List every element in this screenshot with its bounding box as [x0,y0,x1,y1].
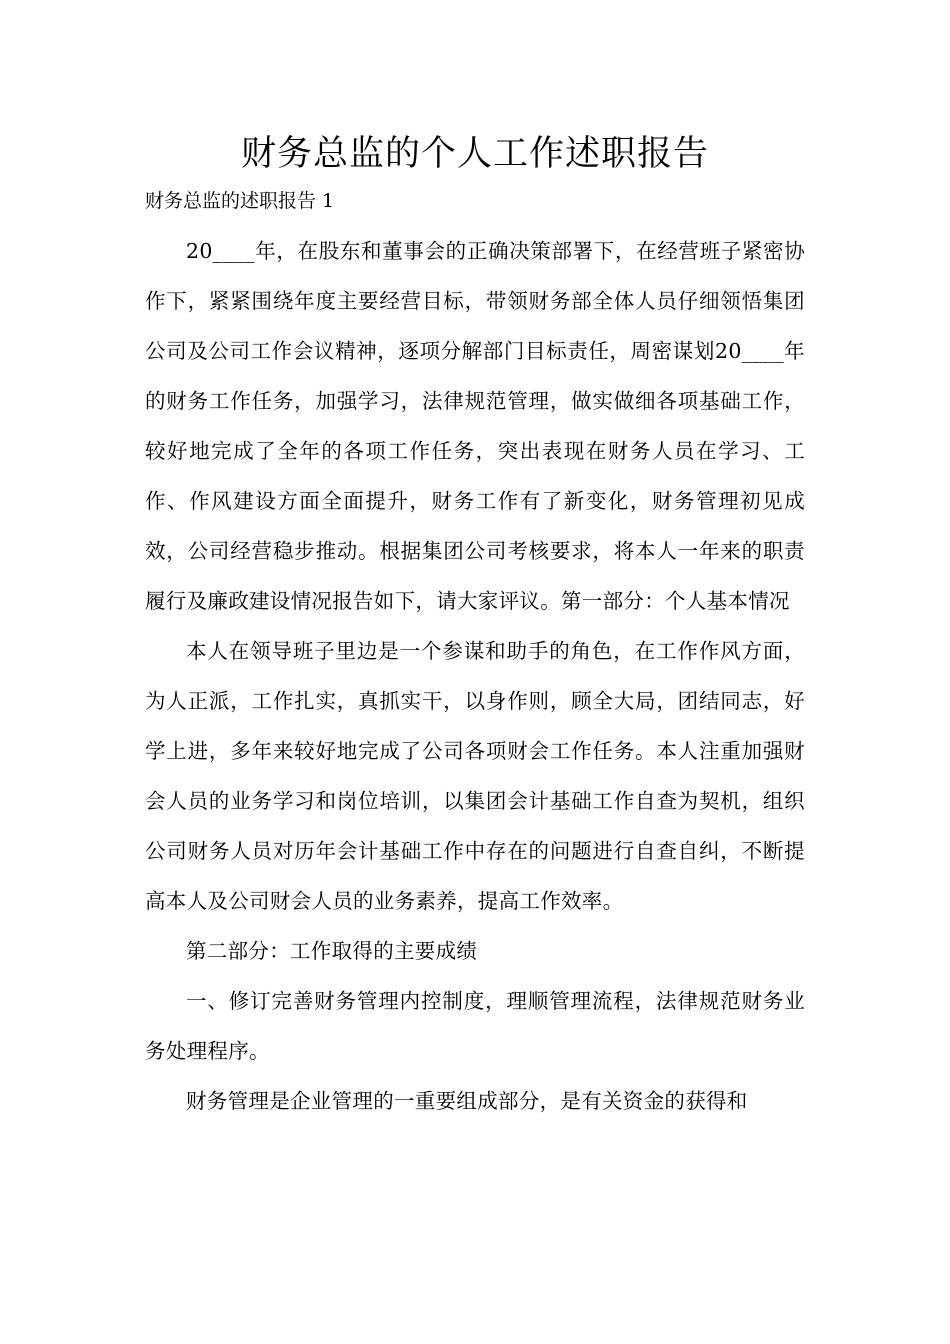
paragraph-item-one: 一、修订完善财务管理内控制度，理顺管理流程，法律规范财务业务处理程序。 [145,989,805,1063]
document-title: 财务总监的个人工作述职报告 [240,134,709,174]
paragraph-intro: 20____年，在股东和董事会的正确决策部署下，在经营班子紧密协作下，紧紧围绕年度主要经营目标，带领财务部全体人员仔细领悟集团公司及公司工作会议精神，逐项分解部门目标责任，周密谋划20____年的财务工作任务，加强学习，法律规范管理，做实做细各项基础工作，较好地完成了全年的各项工作任务，突出表现在财务人员在学习、工作、作风建设方面全面提升，财务工作有了新变化，财务管理初见成效，公司经营稳步推动。根据集团公司考核要求，将本人一年来的职责履行及廉政建设情况报告如下，请大家评议。第一部分：个人基本情况 [145,239,805,613]
paragraph-section-two-heading: 第二部分：工作取得的主要成绩 [186,939,478,963]
document-body [145,226,805,1126]
paragraph-personal: 本人在领导班子里边是一个参谋和助手的角色，在工作作风方面，为人正派，工作扎实，真抓实干，以身作则，顾全大局，团结同志，好学上进，多年来较好地完成了公司各项财会工作任务。本人注重加强财会人员的业务学习和岗位培训，以集团会计基础工作自查为契机，组织公司财务人员对历年会计基础工作中存在的问题进行自查自纠，不断提高本人及公司财会人员的业务素养，提高工作效率。 [145,639,805,913]
paragraph-financial-management: 财务管理是企业管理的一重要组成部分，是有关资金的获得和 [186,1089,748,1113]
document-subtitle: 财务总监的述职报告 1 [145,190,335,212]
